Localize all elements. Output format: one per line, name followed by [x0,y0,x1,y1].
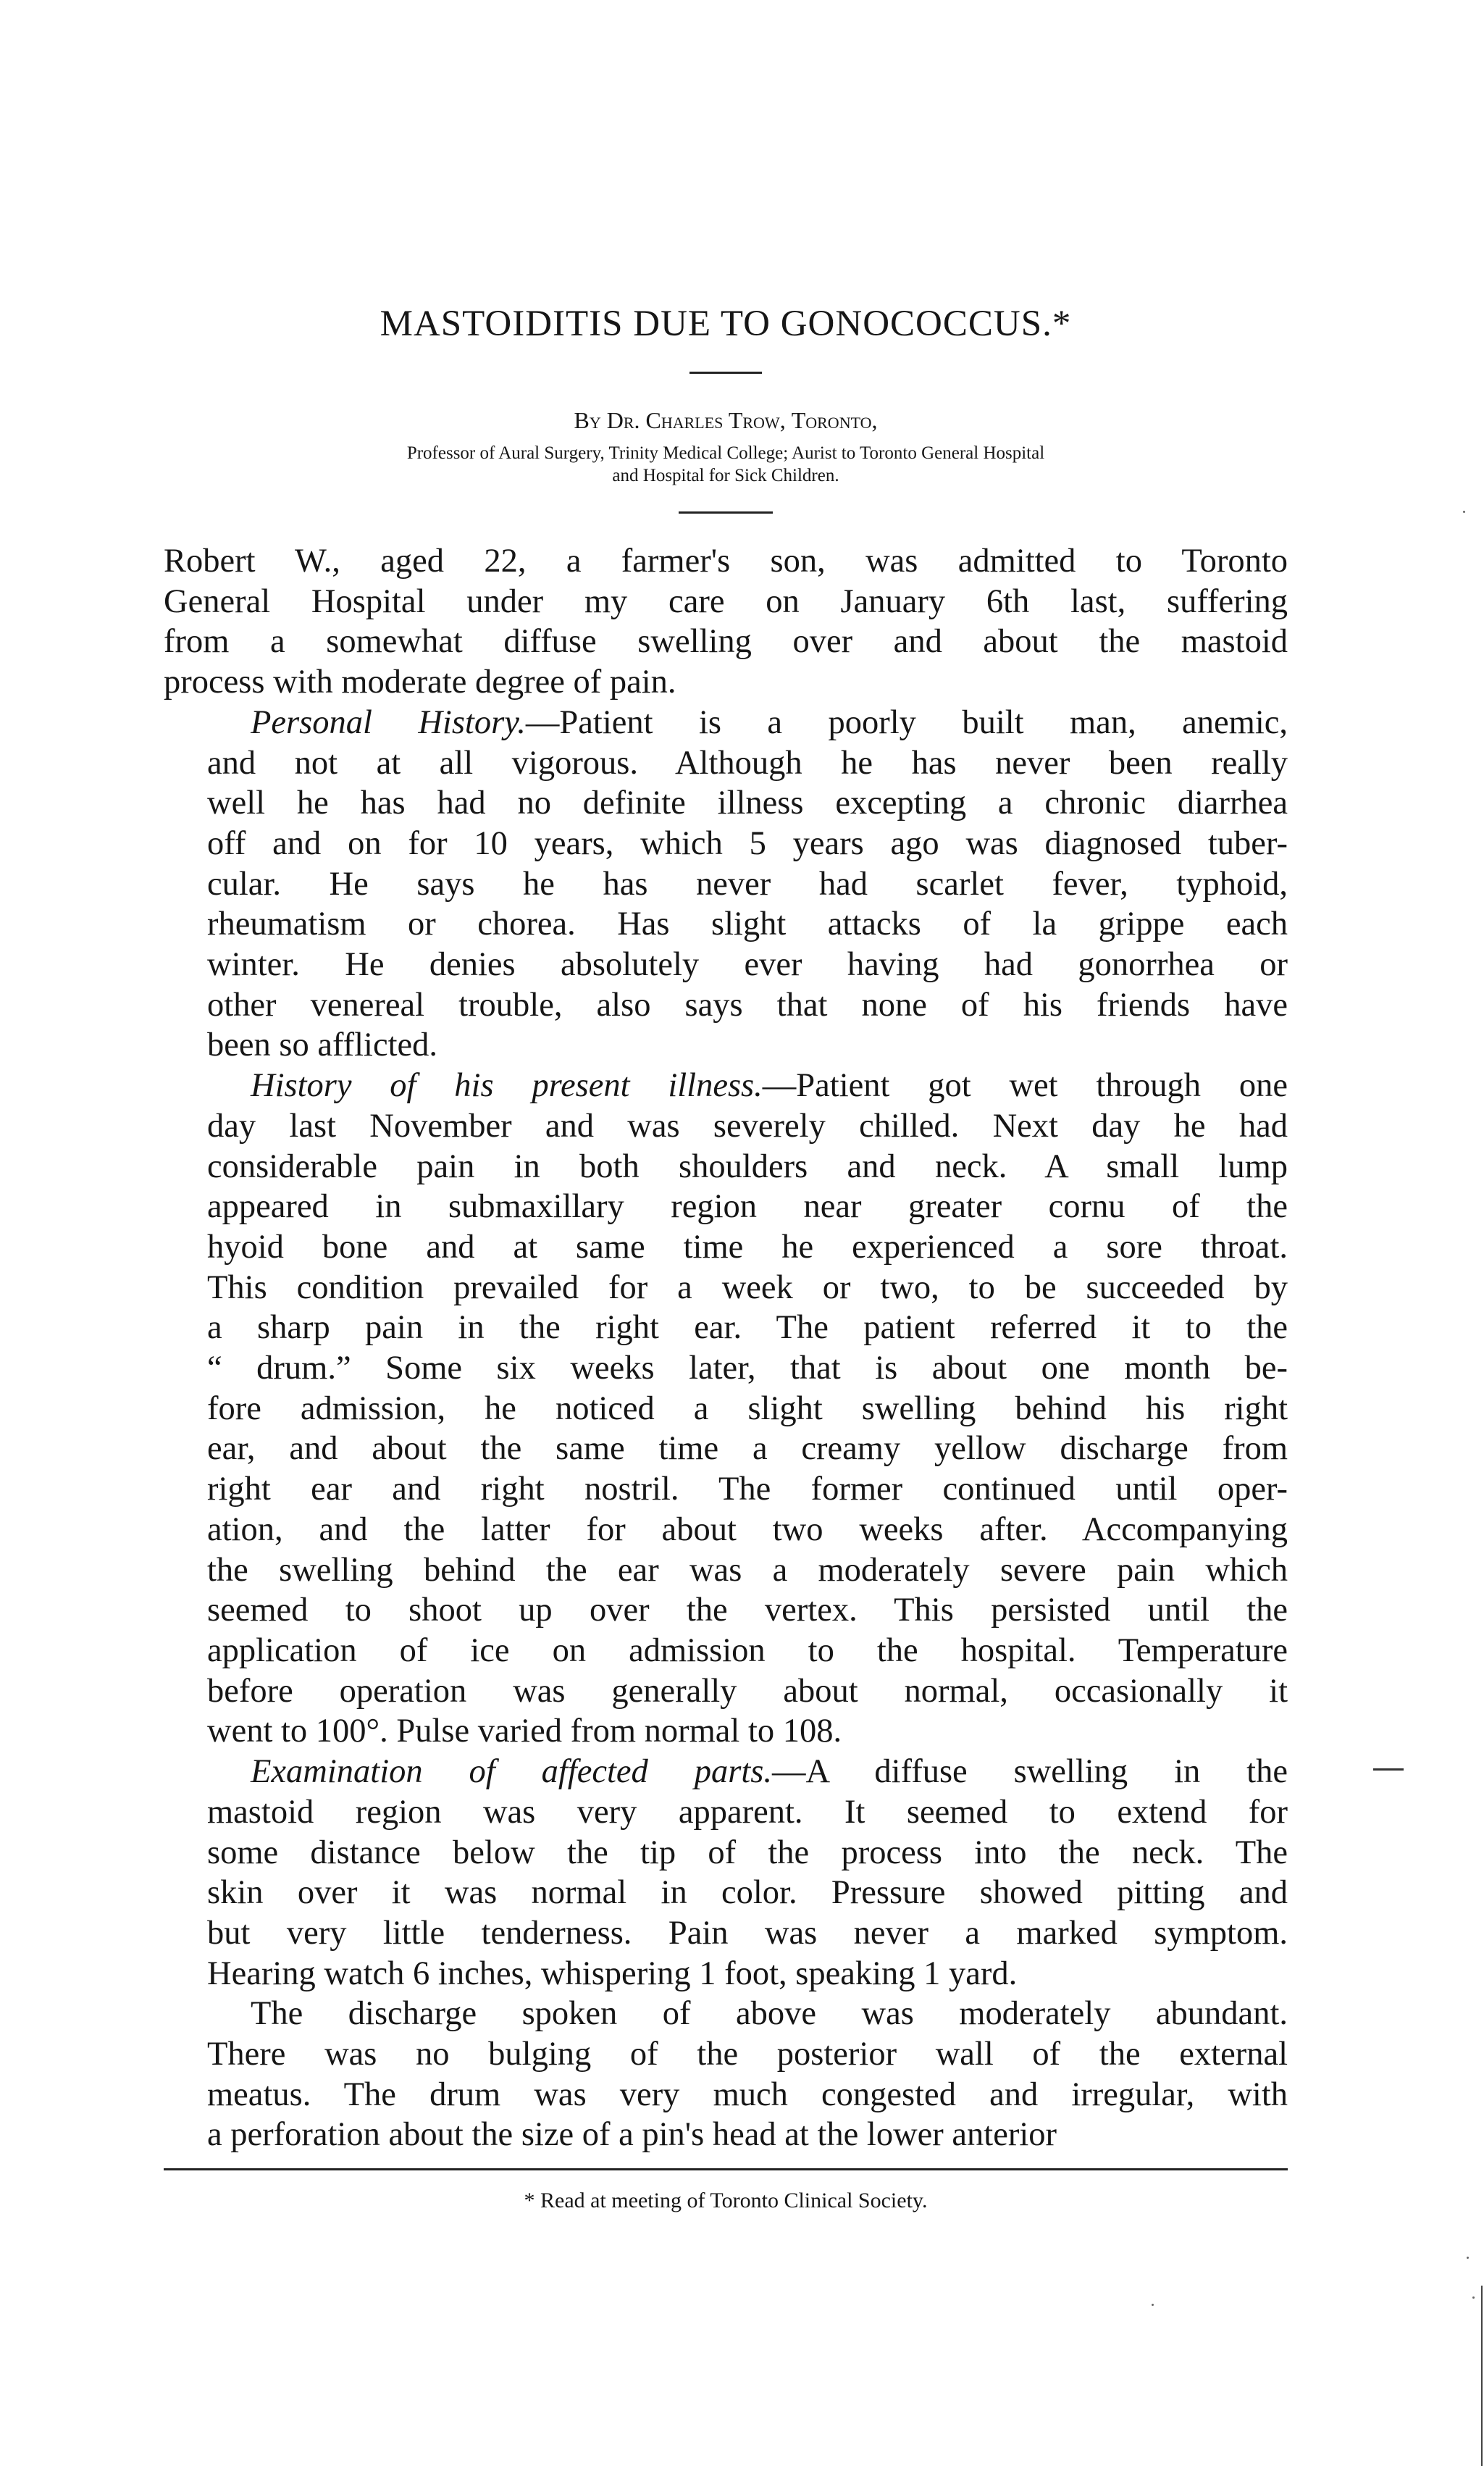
section-heading: Personal History. [251,703,526,741]
text-line: day last November and was severely chilled. Next day he had [207,1107,1288,1145]
byline-divider [679,511,773,514]
text-line: ear, and about the same time a creamy yellow discharge from [207,1430,1288,1468]
text-line: process with moderate degree of pain. [164,664,676,701]
document-page [164,293,1288,2215]
text-line: cular. He says he has never had scarlet fever, typhoid, [207,865,1288,903]
text-line: This condition prevailed for a week or two, to be succeeded by [207,1268,1288,1306]
margin-dash-mark [1373,1768,1404,1771]
text-line [164,1752,1288,1792]
text-line: went to 100°. Pulse varied from normal to 108. [207,1713,842,1750]
text-line [164,1066,1288,1106]
text-line: from a somewhat diffuse swelling over and about the mastoid [164,623,1288,661]
text-line: a perforation about the size of a pin's head at the lower anterior [207,2116,1057,2154]
article-body [164,541,1288,2155]
author-byline [164,406,1288,435]
scan-speck [1463,511,1465,513]
text-line: off and on for 10 years, which 5 years ago was diagnosed tuber- [207,824,1288,862]
byline-author: By Dr. Charles Trow, [574,407,786,433]
scan-speck [1467,2257,1469,2259]
text-line: considerable pain in both shoulders and neck. A small lump [207,1148,1288,1185]
text-line: seemed to shoot up over the vertex. This persisted until the [207,1592,1288,1629]
text-line: There was no bulging of the posterior wall of the external [207,2036,1288,2073]
paragraph [164,703,1288,1066]
paragraph [164,1752,1288,1994]
text-line: but very little tenderness. Pain was never a marked symptom. [207,1914,1288,1952]
text-line: hyoid bone and at same time he experienced a sore throat. [207,1228,1288,1266]
text-line [164,703,1288,743]
text-line: well he has had no definite illness excepting a chronic diarrhea [207,785,1288,822]
text-line: “ drum.” Some six weeks later, that is about one month be- [207,1350,1288,1387]
text-line: ation, and the latter for about two weeks after. Accompanying [207,1510,1288,1548]
scan-speck [1152,2304,1154,2306]
byline-place: Toronto, [791,407,878,433]
text-line: application of ice on admission to the hospital. Temperature [207,1631,1288,1669]
text-line: Robert W., aged 22, a farmer's son, was admitted to Toronto [164,543,1288,580]
affiliation-line-1: Professor of Aural Surgery, Trinity Medical College; Aurist to Toronto General Hospital [406,443,1045,463]
text-line: winter. He denies absolutely ever having had gonorrhea or [207,946,1288,984]
paragraph [164,1066,1288,1752]
text-line: the swelling behind the ear was a moderately severe pain which [207,1551,1288,1589]
text-line: right ear and right nostril. The former continued until oper- [207,1471,1288,1508]
text-line: before operation was generally about normal, occasionally it [207,1672,1288,1710]
text-line: and not at all vigorous. Although he has never been really [207,744,1288,782]
affiliation-line-2: and Hospital for Sick Children. [612,466,839,485]
text-line: General Hospital under my care on January 6th last, suffering [164,582,1288,620]
section-heading: Examination of affected parts. [251,1753,772,1791]
text-line: meatus. The drum was very much congested and irregular, with [207,2076,1288,2113]
line-text: —Patient got wet through one [762,1067,1288,1105]
text-line: The discharge spoken of above was moderately abundant. [251,1995,1288,2033]
title-divider [689,372,762,374]
text-line: appeared in submaxillary region near greater cornu of the [207,1188,1288,1226]
footnote: * Read at meeting of Toronto Clinical Society. [524,2189,928,2213]
text-line: a sharp pain in the right ear. The patient referred it to the [207,1309,1288,1347]
text-line: some distance below the tip of the process into the neck. The [207,1834,1288,1871]
text-line: been so afflicted. [207,1027,438,1064]
paragraph [164,541,1288,703]
text-line: Hearing watch 6 inches, whispering 1 foot, speaking 1 yard. [207,1955,1018,1992]
text-line: other venereal trouble, also says that none of his friends have [207,986,1288,1024]
text-line: rheumatism or chorea. Has slight attacks of la grippe each [207,906,1288,943]
scan-speck [1472,2296,1475,2299]
article-title: MASTOIDITIS DUE TO GONOCOCCUS.* [380,304,1072,344]
section-heading: History of his present illness. [251,1067,763,1105]
footnote-divider [164,2168,1288,2170]
line-text: —Patient is a poorly built man, anemic, [525,703,1288,741]
text-line: mastoid region was very apparent. It seemed to extend for [207,1793,1288,1831]
text-line: fore admission, he noticed a slight swelling behind his right [207,1389,1288,1427]
line-text: —A diffuse swelling in the [771,1753,1288,1791]
paragraph [164,1994,1288,2155]
author-affiliation [164,442,1288,487]
text-line: skin over it was normal in color. Pressure showed pitting and [207,1874,1288,1912]
page-edge-line [1481,2286,1483,2466]
